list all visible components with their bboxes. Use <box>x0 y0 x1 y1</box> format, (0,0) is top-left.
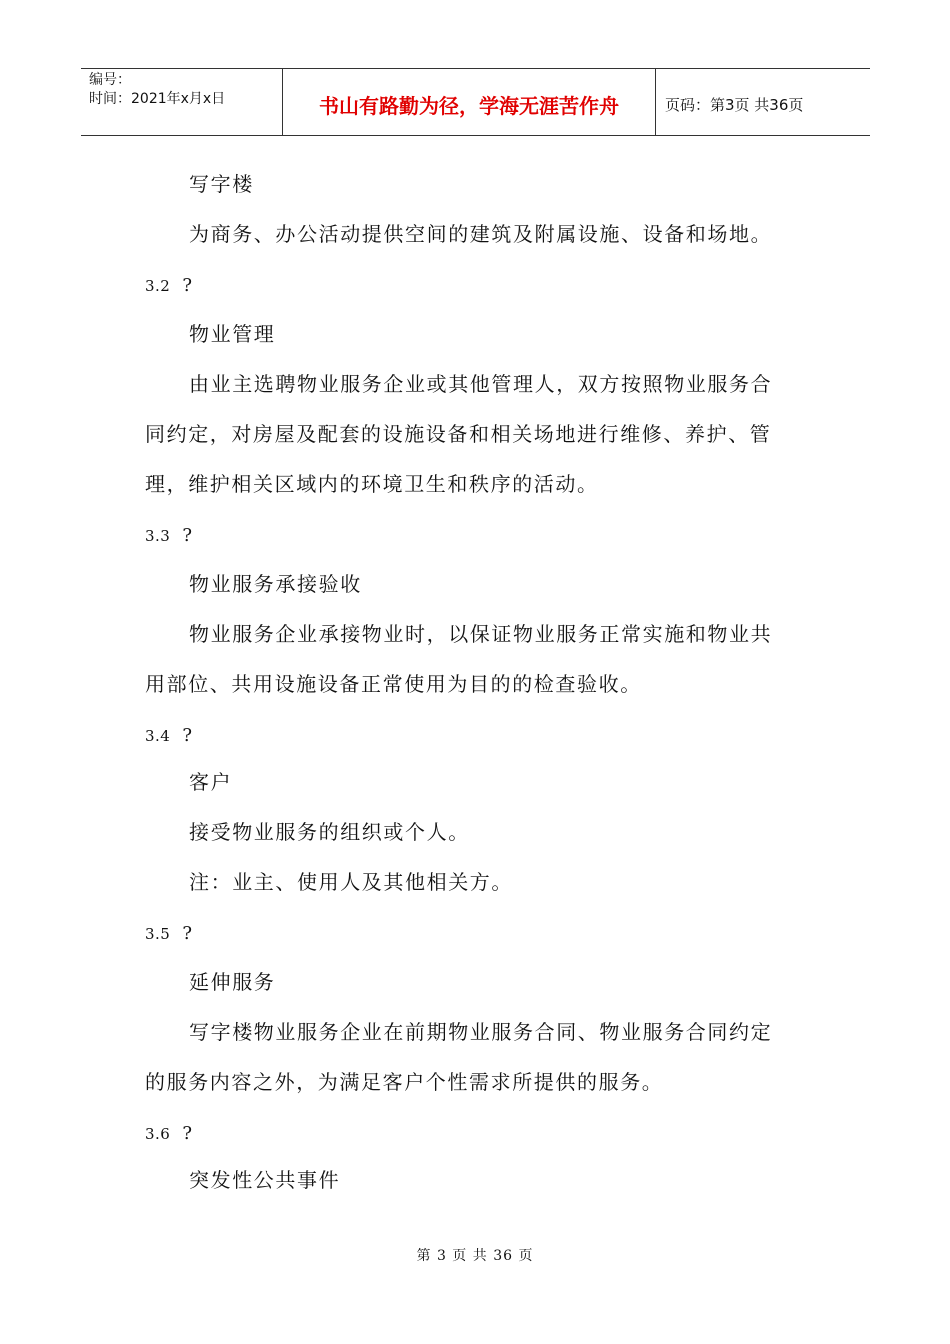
paragraph-line: 的服务内容之外，为满足客户个性需求所提供的服务。 <box>145 1070 664 1094</box>
section-number: 3.3 ? <box>145 525 193 546</box>
section-number: 3.6 ? <box>145 1123 193 1144</box>
page-footer: 第 3 页 共 36 页 <box>416 1248 534 1264</box>
section-number: 3.4 ? <box>145 725 193 746</box>
term-heading: 突发性公共事件 <box>189 1168 341 1192</box>
time-label: 时间：2021年x月x日 <box>89 91 226 107</box>
header-motto: 书山有路勤为径，学海无涯苦作舟 <box>283 69 656 135</box>
term-heading: 写字楼 <box>189 172 254 196</box>
paragraph-line: 由业主选聘物业服务企业或其他管理人，双方按照物业服务合 <box>189 372 773 396</box>
term-heading: 延伸服务 <box>189 970 276 994</box>
term-heading: 物业服务承接验收 <box>189 572 362 596</box>
header-page-info: 页码：第3页 共36页 <box>665 95 804 114</box>
header-meta <box>81 69 283 135</box>
code-label: 编号： <box>89 72 131 88</box>
note-line: 注：业主、使用人及其他相关方。 <box>189 870 513 894</box>
paragraph-line: 为商务、办公活动提供空间的建筑及附属设施、设备和场地。 <box>189 222 773 246</box>
term-heading: 物业管理 <box>189 322 276 346</box>
paragraph-line: 物业服务企业承接物业时，以保证物业服务正常实施和物业共 <box>189 622 773 646</box>
paragraph-line: 接受物业服务的组织或个人。 <box>189 820 470 844</box>
paragraph-line: 理，维护相关区域内的环境卫生和秩序的活动。 <box>145 472 599 496</box>
section-number: 3.5 ? <box>145 923 193 944</box>
paragraph-line: 用部位、共用设施设备正常使用为目的的检查验收。 <box>145 672 642 696</box>
paragraph-line: 同约定，对房屋及配套的设施设备和相关场地进行维修、养护、管 <box>145 422 772 446</box>
term-heading: 客户 <box>189 770 233 794</box>
page-header <box>81 68 870 136</box>
paragraph-line: 写字楼物业服务企业在前期物业服务合同、物业服务合同约定 <box>189 1020 773 1044</box>
section-number: 3.2 ? <box>145 275 193 296</box>
